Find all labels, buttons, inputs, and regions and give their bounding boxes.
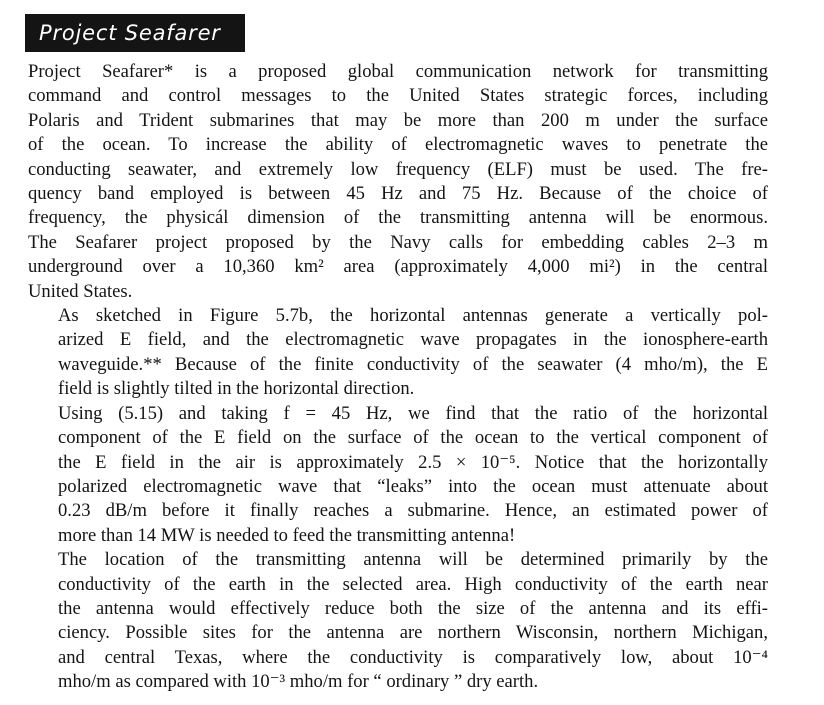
- text-line: frequency, the physicál dimension of the transmitting antenna will be enormous.: [28, 207, 768, 229]
- text-line: polarized electromagnetic wave that “leaks” into the ocean must attenuate about: [58, 475, 768, 497]
- text-line: 0.23 dB/m before it finally reaches a submarine. Hence, an estimated power of: [58, 500, 768, 522]
- text-line: conductivity of the earth in the selected area. High conductivity of the earth near: [58, 573, 768, 595]
- text-line: conducting seawater, and extremely low frequency (ELF) must be used. The fre-: [28, 158, 768, 180]
- text-line: As sketched in Figure 5.7b, the horizontal antennas generate a vertically pol-: [58, 305, 768, 327]
- text-line: field is slightly tilted in the horizontal direction.: [58, 378, 415, 400]
- text-line: the E field in the air is approximately 2.5 × 10⁻⁵. Notice that the horizontally: [58, 451, 768, 473]
- text-line: Polaris and Trident submarines that may be more than 200 m under the surface: [28, 109, 768, 131]
- text-line: The location of the transmitting antenna will be determined primarily by the: [58, 549, 768, 571]
- text-line: The Seafarer project proposed by the Navy calls for embedding cables 2–3 m: [28, 231, 768, 253]
- text-line: waveguide.** Because of the finite conductivity of the seawater (4 mho/m), the E: [58, 353, 768, 375]
- body-text: [28, 60, 768, 695]
- text-line: Using (5.15) and taking f = 45 Hz, we find that the ratio of the horizontal: [58, 402, 768, 424]
- text-line: more than 14 MW is needed to feed the transmitting antenna!: [58, 524, 516, 546]
- text-line: arized E field, and the electromagnetic wave propagates in the ionosphere-earth: [58, 329, 768, 351]
- text-line: the antenna would effectively reduce both the size of the antenna and its effi-: [58, 597, 768, 619]
- section-title-bar: [25, 14, 245, 52]
- text-line: Project Seafarer* is a proposed global communication network for transmitting: [28, 61, 768, 82]
- text-line: component of the E field on the surface of the ocean to the vertical component of: [58, 427, 768, 449]
- text-line: command and control messages to the United States strategic forces, including: [28, 85, 768, 107]
- paragraph-3: [28, 402, 768, 548]
- text-line: quency band employed is between 45 Hz and 75 Hz. Because of the choice of: [28, 183, 768, 205]
- paragraph-4: [28, 548, 768, 694]
- text-line: and central Texas, where the conductivity is comparatively low, about 10⁻⁴: [58, 646, 768, 668]
- text-line: United States.: [28, 280, 133, 302]
- text-line: underground over a 10,360 km² area (approximately 4,000 mi²) in the central: [28, 256, 768, 278]
- text-line: of the ocean. To increase the ability of electromagnetic waves to penetrate the: [28, 134, 768, 156]
- paragraph-2: [28, 304, 768, 402]
- section-title: Project Seafarer: [39, 21, 221, 45]
- paragraph-1: [28, 60, 768, 304]
- text-line: ciency. Possible sites for the antenna are northern Wisconsin, northern Michigan,: [58, 622, 768, 644]
- text-line: mho/m as compared with 10⁻³ mho/m for “ ordinary ” dry earth.: [58, 671, 539, 693]
